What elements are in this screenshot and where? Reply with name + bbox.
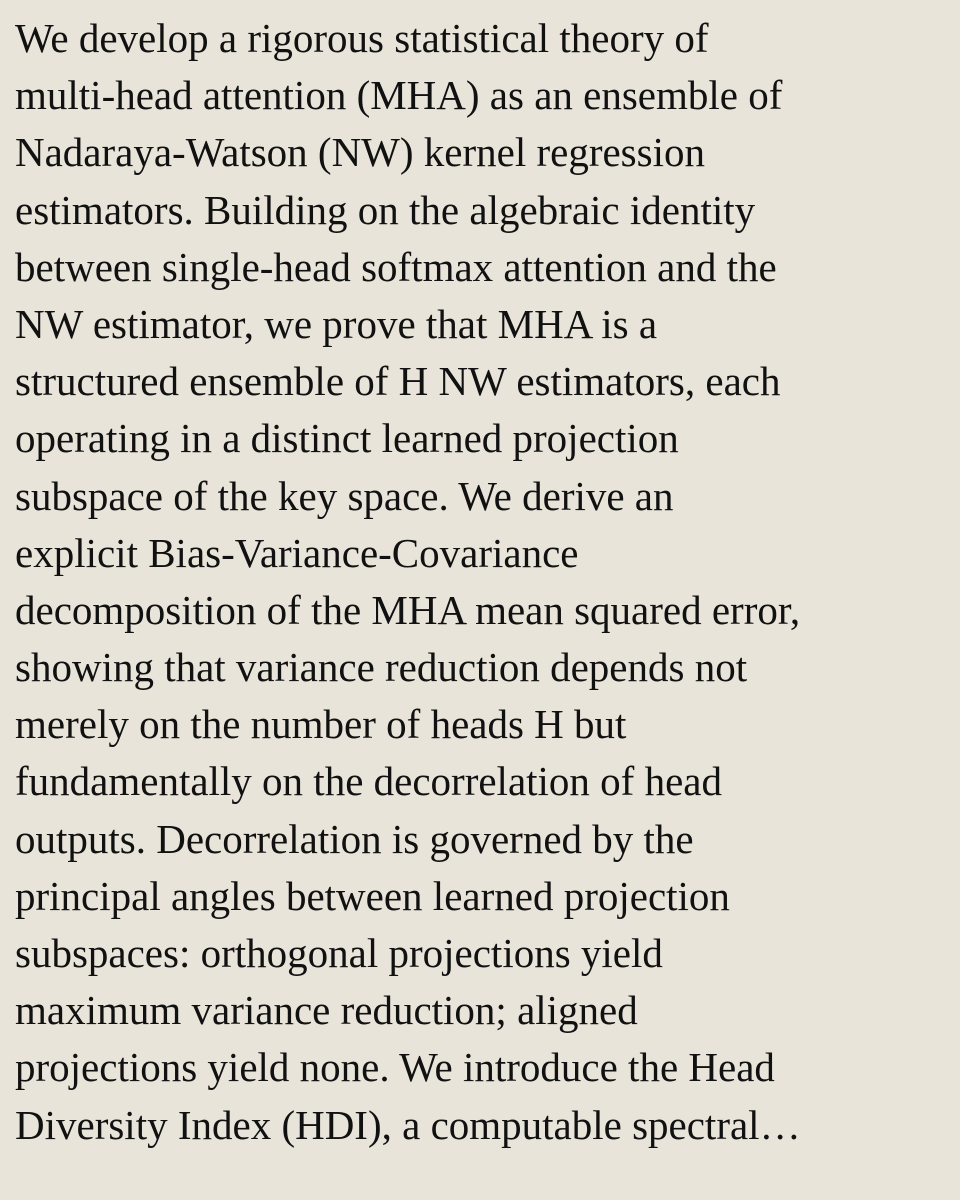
text-line: principal angles between learned projection (15, 872, 730, 919)
text-line: maximum variance reduction; aligned (15, 987, 638, 1034)
text-line: between single-head softmax attention and the (15, 243, 777, 290)
text-line: outputs. Decorrelation is governed by the (15, 815, 694, 862)
text-line: NW estimator, we prove that MHA is a (15, 300, 658, 347)
text-line: projections yield none. We introduce the Head (15, 1044, 775, 1091)
text-line: operating in a distinct learned projection (15, 415, 679, 462)
text-line: decomposition of the MHA mean squared error, (15, 586, 801, 633)
text-line: structured ensemble of H NW estimators, each (15, 358, 781, 405)
text-line: subspace of the key space. We derive an (15, 472, 674, 519)
text-line: explicit Bias-Variance-Covariance (15, 529, 579, 576)
text-line: fundamentally on the decorrelation of head (15, 758, 722, 805)
abstract-text (15, 10, 955, 1154)
text-line: Nadaraya-Watson (NW) kernel regression (15, 129, 705, 176)
text-line: subspaces: orthogonal projections yield (15, 930, 663, 976)
text-line: Diversity Index (HDI), a computable spectral… (15, 1101, 801, 1148)
text-line: multi-head attention (MHA) as an ensemble of (15, 72, 783, 119)
text-line: showing that variance reduction depends not (15, 644, 748, 691)
text-line: estimators. Building on the algebraic identity (15, 186, 756, 233)
text-line: merely on the number of heads H but (15, 701, 627, 748)
text-line: We develop a rigorous statistical theory of (15, 15, 709, 61)
